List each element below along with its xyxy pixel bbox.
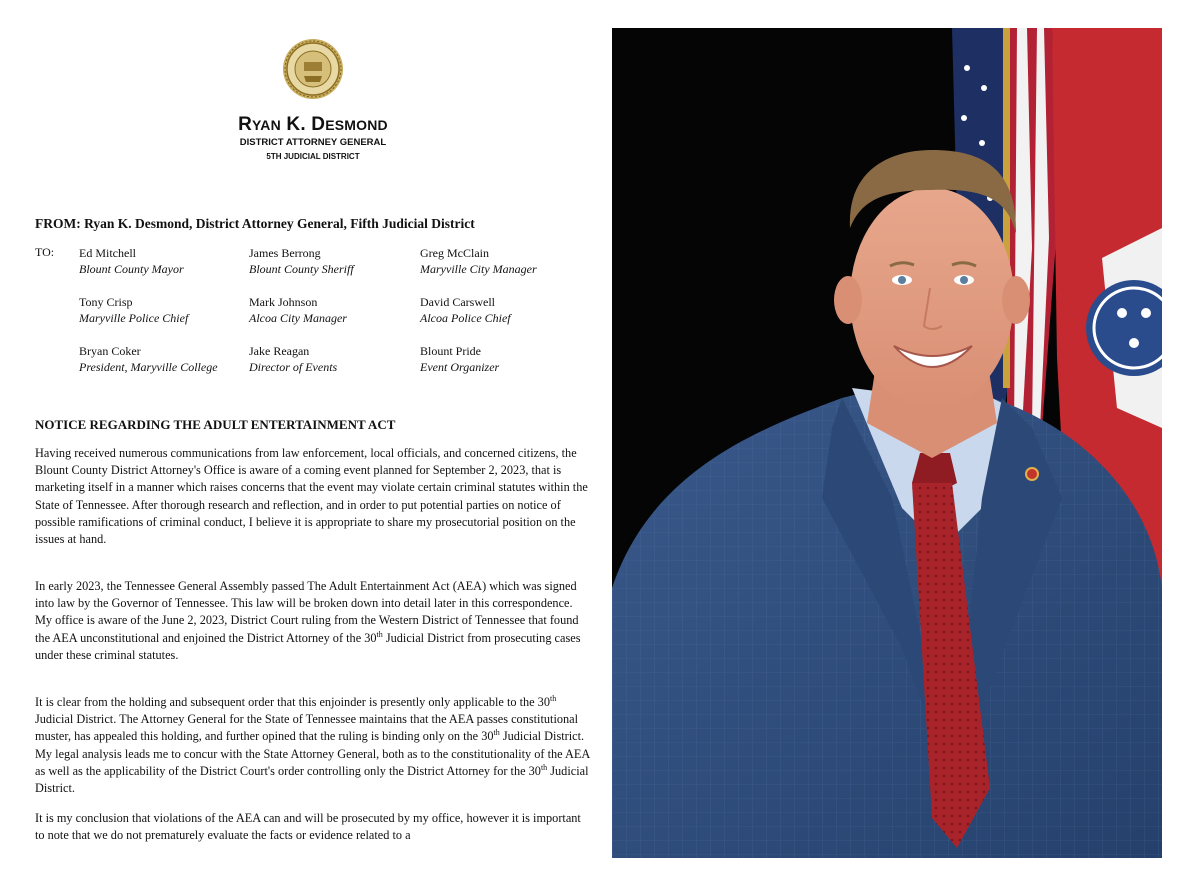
recipient-name: James Berrong [249,246,321,260]
recipient-role: Maryville City Manager [420,262,537,276]
memo-to-label: TO: [35,245,55,259]
letterhead-district: 5TH JUDICIAL DISTRICT [266,152,360,161]
recipient [249,343,337,375]
recipient-name: Bryan Coker [79,344,141,358]
recipient-role: President, Maryville College [79,360,218,374]
tennessee-seal-icon [282,38,344,100]
recipient-role: Director of Events [249,360,338,374]
recipient-role: Alcoa City Manager [249,311,347,325]
recipient-name: Mark Johnson [249,295,318,309]
paragraph-1: Having received numerous communications from law enforcement, local officials, and concerned citizens, the Blount County District Attorney's Office is aware of a coming event planned for September 2, 2023, that is marketing itself in a manner which raises concerns that the event may violate certain criminal statutes within the State of Tennessee. After thorough research and reflection, and in order to put potential parties on notice of possible ramifications of criminal conduct, I believe it is appropriate to share my prosecutorial position on the issues at hand. [35,446,588,547]
paragraph-2: In early 2023, the Tennessee General Assembly passed The Adult Entertainment Act (AEA) which was signed into law by the Governor of Tennessee. This law will be broken down into detail later in this correspondence. My office is aware of the June 2, 2023, District Court ruling from the Western District of Tennessee that found the AEA unconstitutional and enjoined the District Attorney of the 30th Judicial District from prosecuting cases under these criminal statutes. [35,579,581,662]
recipient-name: Ed Mitchell [79,246,136,260]
recipient-role: Event Organizer [420,360,500,374]
recipient-name: Greg McClain [420,246,489,260]
recipient-role: Blount County Sheriff [249,262,354,276]
letterhead-title: DISTRICT ATTORNEY GENERAL [239,137,387,148]
recipient-role: Maryville Police Chief [79,311,189,325]
recipient-name: Tony Crisp [79,295,133,309]
paragraph-3: It is clear from the holding and subsequent order that this enjoinder is presently only applicable to the 30th Judicial District. The Attorney General for the State of Tennessee maintains that the AEA passes constitutional muster, has appealed this holding, and further opined that the ruling is binding only on the 30th Judicial District. My legal analysis leads me to concur with the State Attorney General, both as to the constitutionality of the AEA as well as the applicability of the District Court's order controlling only the District Attorney for the 30th Judicial District. [35,693,590,796]
recipient-role: Alcoa Police Chief [420,311,511,325]
memo-from: FROM: Ryan K. Desmond, District Attorney General, Fifth Judicial District [35,216,475,231]
recipient-name: David Carswell [420,295,495,309]
recipient [420,343,499,375]
notice-heading: NOTICE REGARDING THE ADULT ENTERTAINMENT ACT [35,417,396,432]
portrait-illustration [612,28,1162,858]
recipient [249,294,347,326]
recipient [79,245,184,277]
recipient [79,343,218,375]
recipient [420,294,511,326]
recipient [420,245,537,277]
recipient [79,294,188,326]
portrait-photo [612,28,1162,858]
letterhead-name: RYAN K. DESMOND [238,114,388,135]
recipient-name: Blount Pride [420,344,482,358]
recipient-name: Jake Reagan [249,344,310,358]
recipient [249,245,354,277]
paragraph-4: It is my conclusion that violations of the AEA can and will be prosecuted by my office, however it is important to note that we do not prematurely evaluate the facts or evidence related to a [35,811,581,843]
lapel-pin [1026,468,1038,480]
recipient-role: Blount County Mayor [79,262,184,276]
